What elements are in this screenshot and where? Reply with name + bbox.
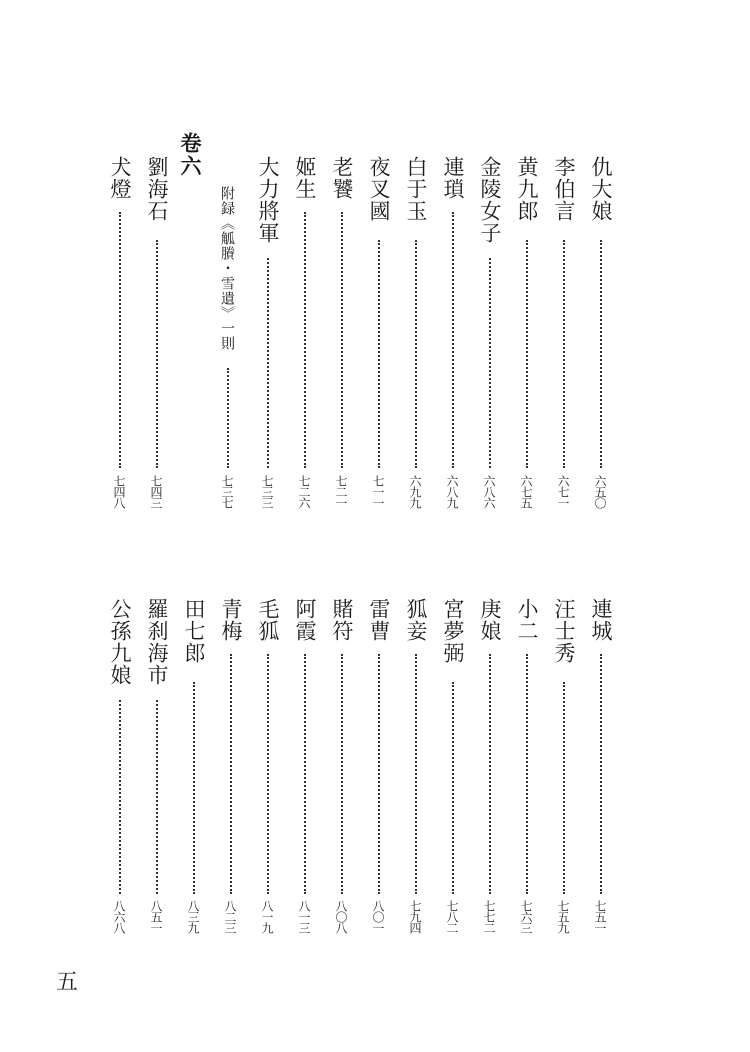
- toc-entry-title: 白于玉: [404, 156, 428, 222]
- toc-entry-title: 大力將軍: [256, 156, 280, 244]
- toc-entry-title: 劉海石: [145, 156, 169, 222]
- toc-entry-page: 七五九: [556, 900, 570, 933]
- leader-dots: [526, 654, 528, 894]
- toc-entry-page: 七八二: [445, 900, 459, 933]
- toc-entry-page: 八六八: [112, 900, 126, 933]
- leader-dots: [489, 258, 491, 468]
- leader-dots: [156, 700, 158, 894]
- toc-entry-page: 八二三: [223, 900, 237, 933]
- toc-entry-page: 七二六: [297, 475, 311, 508]
- toc-entry-page: 八〇八: [334, 900, 348, 933]
- leader-dots: [304, 212, 306, 468]
- leader-dots: [230, 654, 232, 894]
- toc-entry-page: 六七五: [519, 475, 533, 508]
- leader-dots: [600, 654, 602, 894]
- toc-entry-page: 八一九: [260, 900, 274, 933]
- toc-entry-title: 庚娘: [478, 598, 502, 642]
- leader-dots: [415, 240, 417, 468]
- leader-dots: [267, 654, 269, 894]
- toc-entry-title: 李伯言: [552, 156, 576, 222]
- toc-entry-page: 八五一: [149, 900, 163, 933]
- toc-entry-page: 七一一: [371, 475, 385, 508]
- leader-dots: [156, 240, 158, 468]
- toc-entry-title: 夜叉國: [367, 156, 391, 222]
- page-number: 五: [56, 970, 79, 995]
- toc-entry-title: 毛狐: [256, 598, 280, 642]
- leader-dots: [452, 212, 454, 468]
- leader-dots: [563, 682, 565, 894]
- toc-entry-title: 羅刹海市: [145, 598, 169, 686]
- leader-dots: [378, 240, 380, 468]
- leader-dots: [304, 654, 306, 894]
- toc-entry-title: 汪士秀: [552, 598, 576, 664]
- toc-entry-title: 宮夢弼: [441, 598, 465, 664]
- toc-entry-page: 七七二: [482, 900, 496, 933]
- toc-entry-title: 姬生: [293, 156, 317, 200]
- toc-entry-title: 金陵女子: [478, 156, 502, 244]
- toc-entry-title: 雷曹: [367, 598, 391, 642]
- toc-entry-page: 七五一: [593, 900, 607, 933]
- toc-entry-title: 公孫九娘: [108, 598, 132, 686]
- leader-dots: [415, 654, 417, 894]
- toc-entry-title: 連瑣: [441, 156, 465, 200]
- toc-entry-page: 七三三: [260, 475, 274, 508]
- toc-entry-title: 賭符: [330, 598, 354, 642]
- leader-dots: [193, 682, 195, 894]
- toc-entry-title: 犬燈: [108, 156, 132, 200]
- toc-entry-page: 七二一: [334, 475, 348, 508]
- toc-entry-title: 青梅: [219, 598, 243, 642]
- toc-entry-page: 七九四: [408, 900, 422, 933]
- leader-dots: [267, 258, 269, 468]
- toc-entry-page: 八三九: [186, 900, 200, 933]
- toc-entry-page: 六五〇: [593, 475, 607, 508]
- leader-dots: [489, 654, 491, 894]
- leader-dots: [119, 700, 121, 894]
- leader-dots: [526, 240, 528, 468]
- leader-dots: [227, 368, 229, 468]
- toc-entry-title: 狐妾: [404, 598, 428, 642]
- toc-entry-title: 阿霞: [293, 598, 317, 642]
- leader-dots: [378, 654, 380, 894]
- toc-entry-page: 七四三: [149, 475, 163, 508]
- toc-entry-title: 小二: [515, 598, 539, 642]
- leader-dots: [563, 240, 565, 468]
- toc-entry-page: 八〇一: [371, 900, 385, 933]
- leader-dots: [119, 212, 121, 468]
- leader-dots: [341, 654, 343, 894]
- toc-entry-page: 六八九: [445, 475, 459, 508]
- toc-entry-page: 七六三: [519, 900, 533, 933]
- leader-dots: [600, 240, 602, 468]
- toc-entry-title: 老饕: [330, 156, 354, 200]
- toc-entry-page: 七四八: [112, 475, 126, 508]
- toc-entry-title: 田七郎: [182, 598, 206, 664]
- toc-entry-title: 仇大娘: [589, 156, 613, 222]
- leader-dots: [452, 682, 454, 894]
- toc-entry-page: 六九九: [408, 475, 422, 508]
- toc-entry-title: 黄九郎: [515, 156, 539, 222]
- toc-entry-title: 連城: [589, 598, 613, 642]
- leader-dots: [341, 212, 343, 468]
- toc-entry-page: 八一三: [297, 900, 311, 933]
- toc-entry-page: 六八六: [482, 475, 496, 508]
- toc-entry-page: 七三七: [220, 475, 234, 508]
- toc-entry-page: 六七一: [556, 475, 570, 508]
- toc-appendix-title: 附録《觚賸・雪遺》一則: [219, 186, 235, 351]
- volume-heading: 卷六: [178, 132, 203, 178]
